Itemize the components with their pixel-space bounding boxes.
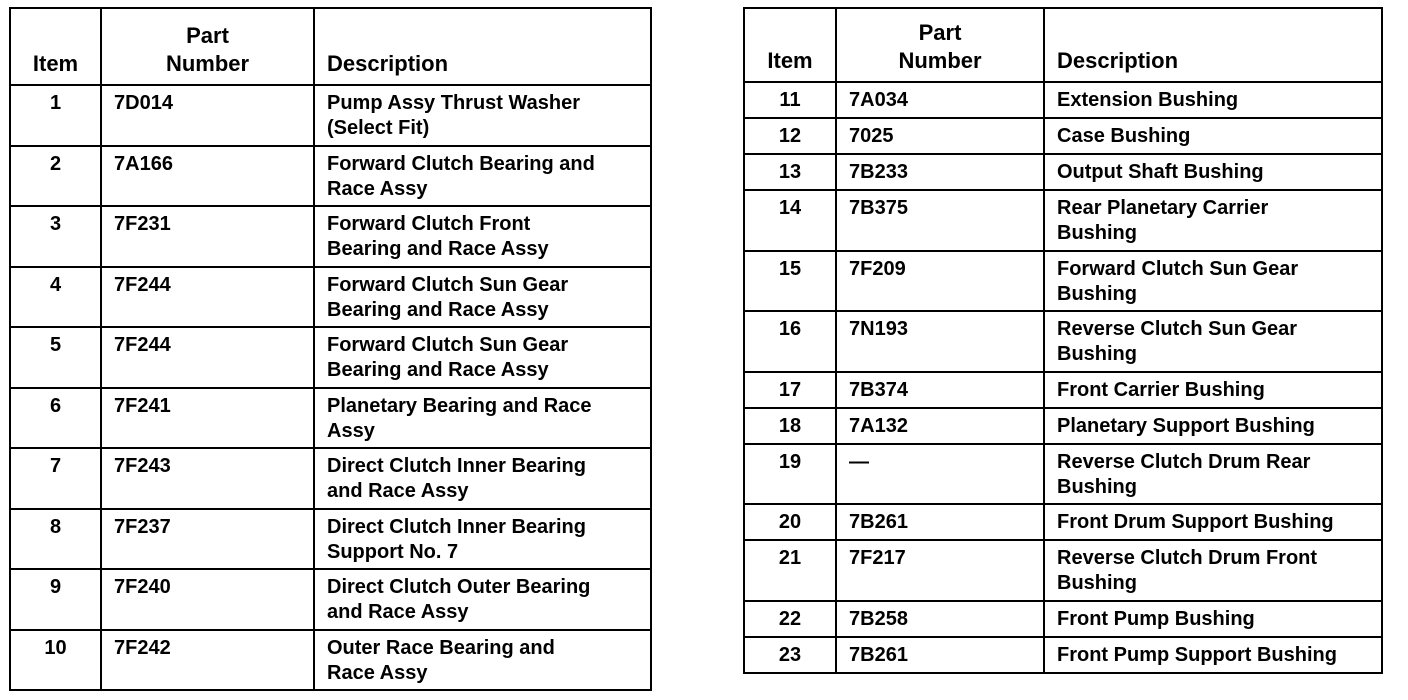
item-number-cell: 22 bbox=[744, 601, 836, 637]
part-number-cell: 7F209 bbox=[836, 251, 1044, 312]
table-row bbox=[744, 637, 1382, 673]
item-number-cell: 9 bbox=[10, 569, 101, 630]
part-number-cell: 7B261 bbox=[836, 504, 1044, 540]
part-number-cell: 7B261 bbox=[836, 637, 1044, 673]
item-number-cell: 2 bbox=[10, 146, 101, 207]
item-number-cell: 14 bbox=[744, 190, 836, 251]
table-row bbox=[744, 311, 1382, 372]
description-cell: Reverse Clutch Sun Gear Bushing bbox=[1044, 311, 1382, 372]
item-number-cell: 10 bbox=[10, 630, 101, 691]
part-number-cell: 7F244 bbox=[101, 267, 314, 328]
item-number-cell: 3 bbox=[10, 206, 101, 267]
description-cell: Forward Clutch Sun Gear Bearing and Race Assy bbox=[314, 267, 651, 328]
description-cell: Front Pump Support Bushing bbox=[1044, 637, 1382, 673]
table-row bbox=[744, 118, 1382, 154]
description-cell: Planetary Support Bushing bbox=[1044, 408, 1382, 444]
description-cell: Reverse Clutch Drum Front Bushing bbox=[1044, 540, 1382, 601]
table-row bbox=[744, 601, 1382, 637]
item-number-cell: 8 bbox=[10, 509, 101, 570]
table-row bbox=[10, 146, 651, 207]
table-header-row bbox=[10, 8, 651, 85]
description-cell: Forward Clutch Sun Gear Bushing bbox=[1044, 251, 1382, 312]
table-row bbox=[744, 154, 1382, 190]
table-row bbox=[10, 630, 651, 691]
part-number-cell: 7A132 bbox=[836, 408, 1044, 444]
item-number-cell: 17 bbox=[744, 372, 836, 408]
part-number-cell: 7B375 bbox=[836, 190, 1044, 251]
part-number-cell: 7N193 bbox=[836, 311, 1044, 372]
table-row bbox=[10, 85, 651, 146]
part-number-cell: 7F231 bbox=[101, 206, 314, 267]
part-number-cell: 7025 bbox=[836, 118, 1044, 154]
item-number-cell: 19 bbox=[744, 444, 836, 505]
table-row bbox=[744, 82, 1382, 118]
item-number-cell: 23 bbox=[744, 637, 836, 673]
part-number-cell: 7A034 bbox=[836, 82, 1044, 118]
table-row bbox=[10, 448, 651, 509]
table-row bbox=[10, 267, 651, 328]
description-cell: Output Shaft Bushing bbox=[1044, 154, 1382, 190]
part-number-cell: 7F241 bbox=[101, 388, 314, 449]
item-number-cell: 21 bbox=[744, 540, 836, 601]
table-row bbox=[10, 509, 651, 570]
item-number-cell: 16 bbox=[744, 311, 836, 372]
description-cell: Forward Clutch Front Bearing and Race Assy bbox=[314, 206, 651, 267]
parts-table-right bbox=[743, 7, 1383, 674]
table-row bbox=[744, 251, 1382, 312]
item-column-header: Item bbox=[10, 8, 101, 85]
item-number-cell: 6 bbox=[10, 388, 101, 449]
table-row bbox=[10, 388, 651, 449]
description-cell: Direct Clutch Outer Bearing and Race Assy bbox=[314, 569, 651, 630]
description-cell: Front Pump Bushing bbox=[1044, 601, 1382, 637]
part-number-cell: 7F244 bbox=[101, 327, 314, 388]
part-number-cell: 7F242 bbox=[101, 630, 314, 691]
item-number-cell: 20 bbox=[744, 504, 836, 540]
table-row bbox=[744, 408, 1382, 444]
part-number-cell: 7F243 bbox=[101, 448, 314, 509]
part-number-cell: 7F237 bbox=[101, 509, 314, 570]
description-column-header: Description bbox=[1044, 8, 1382, 82]
description-cell: Direct Clutch Inner Bearing Support No. 7 bbox=[314, 509, 651, 570]
description-cell: Extension Bushing bbox=[1044, 82, 1382, 118]
item-column-header: Item bbox=[744, 8, 836, 82]
description-cell: Outer Race Bearing and Race Assy bbox=[314, 630, 651, 691]
part-number-column-header: Part Number bbox=[101, 8, 314, 85]
part-number-cell: 7B258 bbox=[836, 601, 1044, 637]
part-number-cell: 7B374 bbox=[836, 372, 1044, 408]
table-row bbox=[744, 190, 1382, 251]
item-number-cell: 12 bbox=[744, 118, 836, 154]
description-cell: Direct Clutch Inner Bearing and Race Assy bbox=[314, 448, 651, 509]
description-column-header: Description bbox=[314, 8, 651, 85]
table-row bbox=[744, 504, 1382, 540]
description-cell: Planetary Bearing and Race Assy bbox=[314, 388, 651, 449]
part-number-cell: 7B233 bbox=[836, 154, 1044, 190]
part-number-cell: — bbox=[836, 444, 1044, 505]
item-number-cell: 7 bbox=[10, 448, 101, 509]
description-cell: Forward Clutch Bearing and Race Assy bbox=[314, 146, 651, 207]
description-cell: Rear Planetary Carrier Bushing bbox=[1044, 190, 1382, 251]
description-cell: Reverse Clutch Drum Rear Bushing bbox=[1044, 444, 1382, 505]
description-cell: Front Carrier Bushing bbox=[1044, 372, 1382, 408]
item-number-cell: 1 bbox=[10, 85, 101, 146]
description-cell: Case Bushing bbox=[1044, 118, 1382, 154]
item-number-cell: 11 bbox=[744, 82, 836, 118]
table-row bbox=[744, 540, 1382, 601]
item-number-cell: 5 bbox=[10, 327, 101, 388]
item-number-cell: 18 bbox=[744, 408, 836, 444]
part-number-column-header: Part Number bbox=[836, 8, 1044, 82]
description-cell: Forward Clutch Sun Gear Bearing and Race Assy bbox=[314, 327, 651, 388]
description-cell: Pump Assy Thrust Washer (Select Fit) bbox=[314, 85, 651, 146]
item-number-cell: 4 bbox=[10, 267, 101, 328]
description-cell: Front Drum Support Bushing bbox=[1044, 504, 1382, 540]
item-number-cell: 13 bbox=[744, 154, 836, 190]
table-row bbox=[744, 444, 1382, 505]
part-number-cell: 7F240 bbox=[101, 569, 314, 630]
table-row bbox=[10, 206, 651, 267]
parts-table-left bbox=[9, 7, 652, 691]
table-row bbox=[10, 569, 651, 630]
table-header-row bbox=[744, 8, 1382, 82]
table-row bbox=[744, 372, 1382, 408]
table-row bbox=[10, 327, 651, 388]
part-number-cell: 7A166 bbox=[101, 146, 314, 207]
item-number-cell: 15 bbox=[744, 251, 836, 312]
part-number-cell: 7D014 bbox=[101, 85, 314, 146]
part-number-cell: 7F217 bbox=[836, 540, 1044, 601]
